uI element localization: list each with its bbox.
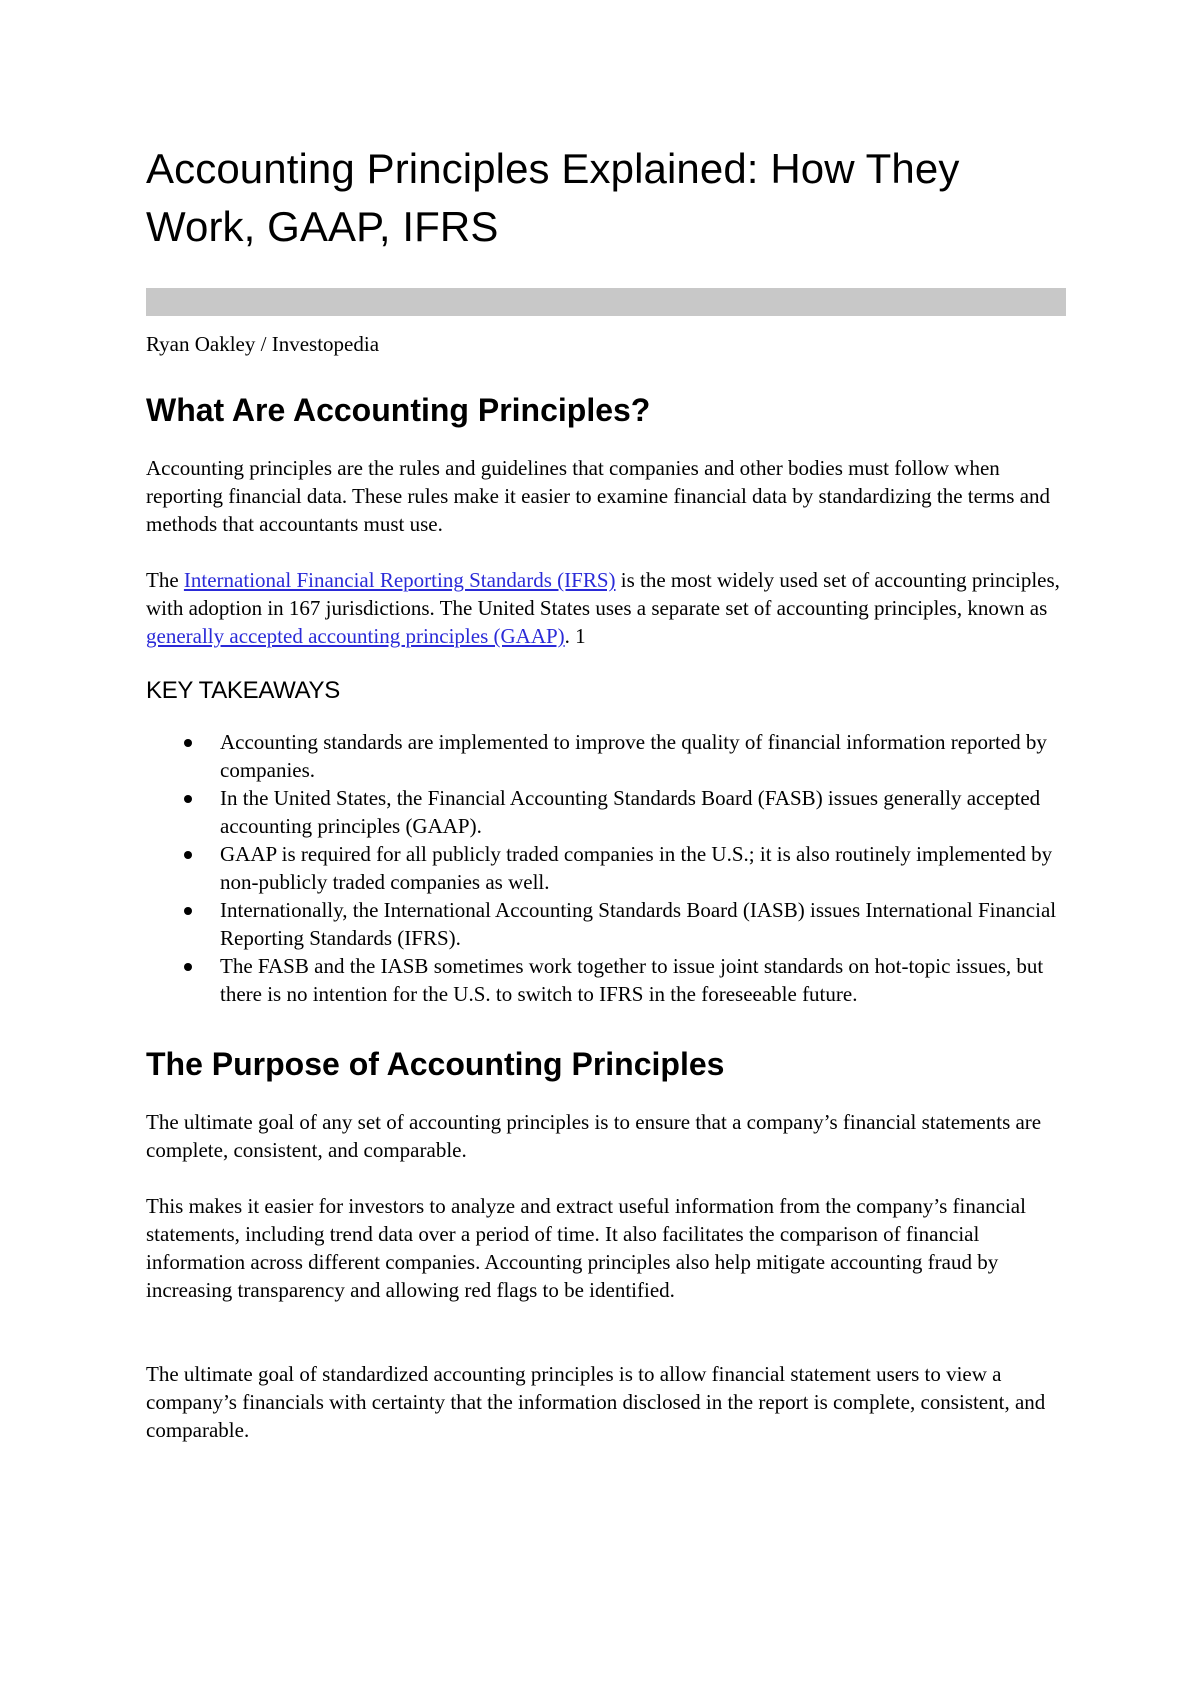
list-item [146,952,1066,1008]
key-takeaways-heading: KEY TAKEAWAYS [146,677,340,704]
list-item [146,840,1066,896]
bullet-icon [184,907,192,915]
list-item-text: The FASB and the IASB sometimes work together to issue joint standards on hot-topic issues, but there is no intention for the U.S. to switch to IFRS in the foreseeable future. [220,954,1044,1006]
section-heading-what-are: What Are Accounting Principles? [146,392,651,428]
ifrs-link[interactable]: International Financial Reporting Standards (IFRS) [183,568,616,592]
list-item-text: Accounting standards are implemented to improve the quality of financial information reported by companies. [220,730,1047,782]
paragraph-ultimate-goal: The ultimate goal of any set of accounting principles is to ensure that a company’s financial statements are complete, consistent, and comparable. [146,1110,1042,1162]
key-takeaways-list [146,728,1066,1008]
list-item-text: Internationally, the International Accounting Standards Board (IASB) issues International Financial Reporting Standards (IFRS). [220,898,1057,950]
paragraph-definition: Accounting principles are the rules and guidelines that companies and other bodies must follow when reporting financial data. These rules make it easier to examine financial data by standardizing the terms and methods that accountants must use. [146,456,1051,536]
gaap-link[interactable]: generally accepted accounting principles (GAAP) [146,624,565,648]
list-item [146,896,1066,952]
footnote-reference[interactable]: 1 [569,624,586,648]
paragraph-standardized-goal: The ultimate goal of standardized accounting principles is to allow financial statement users to view a company’s financials with certainty that the information disclosed in the report is complete, consistent, and comparable. [146,1362,1046,1442]
image-credit: Ryan Oakley / Investopedia [146,332,380,356]
paragraph-ifrs-gaap [146,566,1066,650]
bullet-icon [184,739,192,747]
bullet-icon [184,795,192,803]
text-before-ifrs: The [146,568,184,592]
document-title: Accounting Principles Explained: How They Work, GAAP, IFRS [146,145,960,250]
bullet-icon [184,963,192,971]
list-item [146,784,1066,840]
text-after-ifrs: is the most widely used set of accounting principles, with adoption in 167 jurisdictions. The United States uses a separate set of accounting principles, known as [146,568,1060,620]
paragraph-investors: This makes it easier for investors to analyze and extract useful information from the company’s financial statements, including trend data over a period of time. It also facilitates the comparison of financial information across different companies. Accounting principles also help mitigate accounting fraud by increasing transparency and allowing red flags to be identified. [146,1194,1026,1302]
list-item [146,728,1066,784]
text-after-gaap: . [564,624,570,648]
bullet-icon [184,851,192,859]
document-page [146,140,1066,1444]
list-item-text: GAAP is required for all publicly traded companies in the U.S.; it is also routinely implemented by non-publicly traded companies as well. [220,842,1053,894]
list-item-text: In the United States, the Financial Accounting Standards Board (FASB) issues generally accepted accounting principles (GAAP). [220,786,1041,838]
image-placeholder-bar [146,288,1066,316]
section-heading-purpose: The Purpose of Accounting Principles [146,1046,725,1082]
